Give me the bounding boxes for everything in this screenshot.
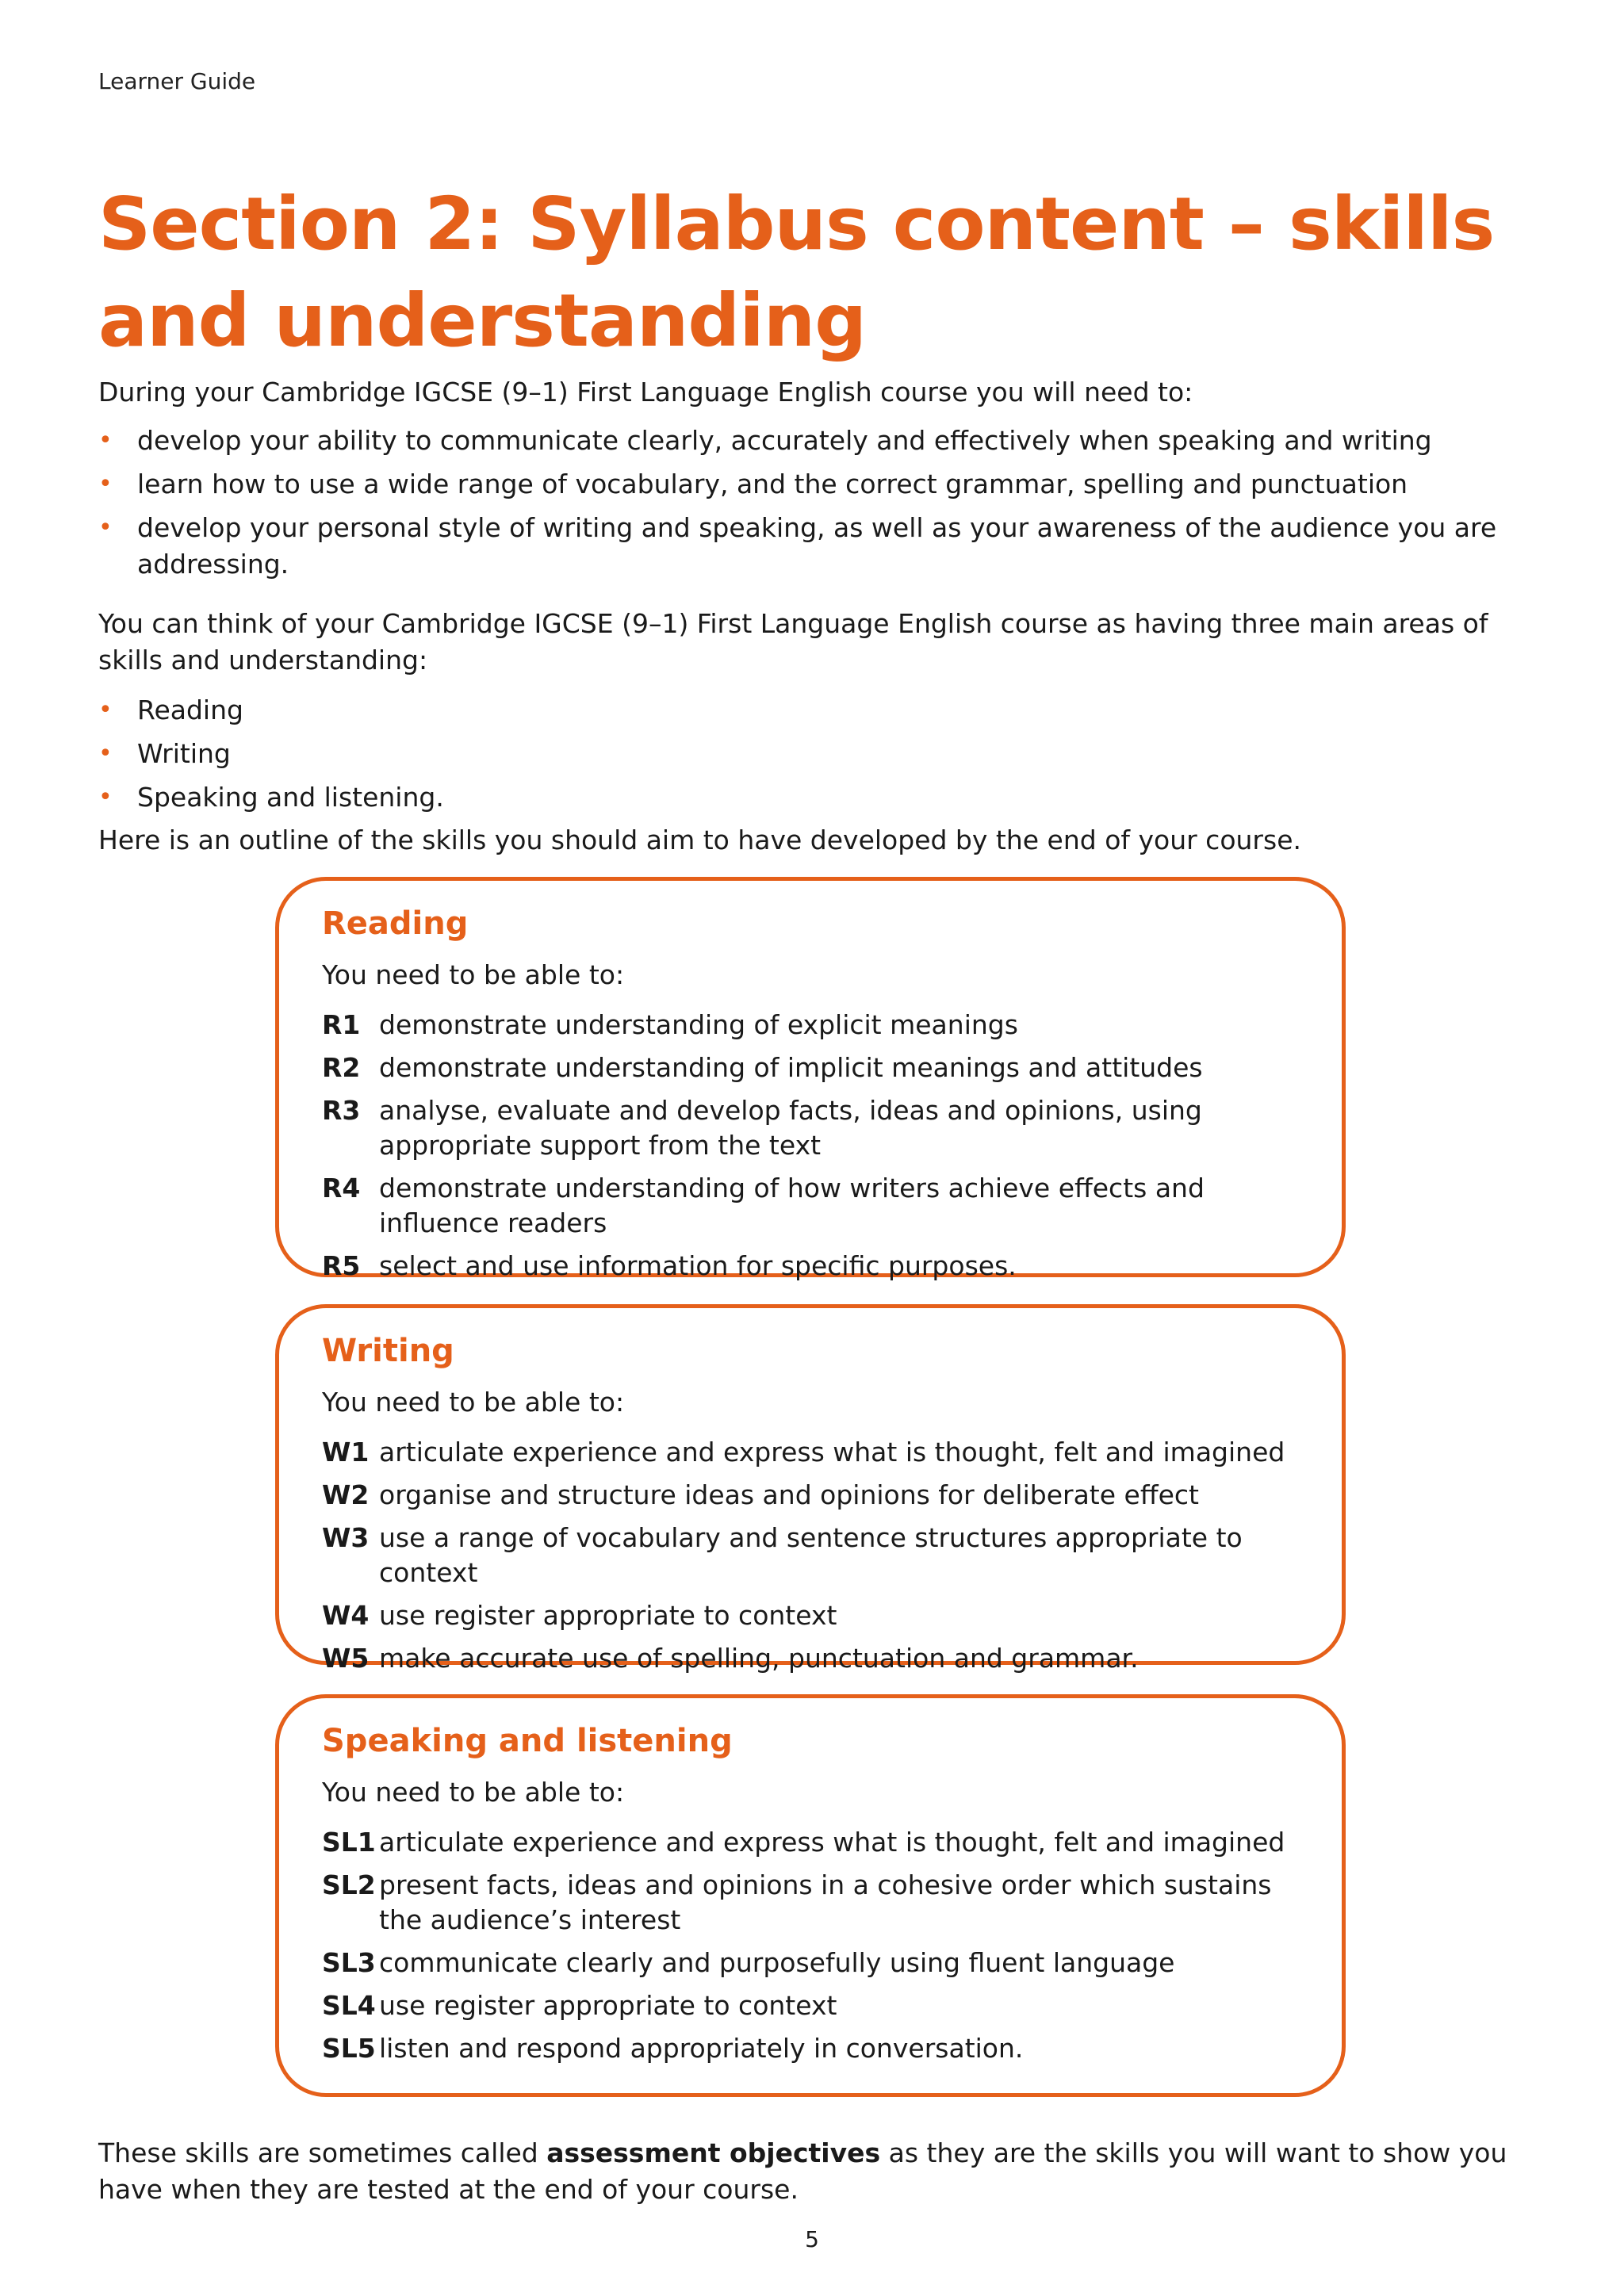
objective-text: analyse, evaluate and develop facts, ideas and opinions, using appropriate support from the text xyxy=(379,1095,1202,1161)
list-item: • Reading xyxy=(98,692,1526,729)
objective-code: R1 xyxy=(322,1009,361,1040)
reading-box xyxy=(275,877,1346,1281)
bullet-icon: • xyxy=(98,470,113,498)
objective-row xyxy=(322,1598,1302,1633)
intro-bullet-list xyxy=(98,423,1526,590)
objective-text: listen and respond appropriately in conversation. xyxy=(379,2033,1024,2064)
areas-bullet-list xyxy=(98,692,1526,823)
list-item: • develop your personal style of writing and speaking, as well as your awareness of the audience you are addressing. xyxy=(98,510,1526,583)
objective-code: W1 xyxy=(322,1437,370,1468)
objective-row xyxy=(322,2031,1302,2066)
assessment-objectives-term: assessment objectives xyxy=(546,2137,881,2168)
outline-text: Here is an outline of the skills you should aim to have developed by the end of your course. xyxy=(98,825,1301,855)
objective-row xyxy=(322,1008,1302,1043)
objective-text: articulate experience and express what is thought, felt and imagined xyxy=(379,1437,1285,1468)
objective-row xyxy=(322,1521,1302,1590)
objective-row xyxy=(322,1171,1302,1241)
objective-text: use a range of vocabulary and sentence structures appropriate to context xyxy=(379,1522,1243,1588)
reading-intro: You need to be able to: xyxy=(322,959,625,990)
speaking-title: Speaking and listening xyxy=(322,1723,733,1759)
objective-code: W2 xyxy=(322,1479,370,1510)
objective-code: SL4 xyxy=(322,1990,376,2021)
running-header: Learner Guide xyxy=(98,68,256,94)
list-item: • learn how to use a wide range of vocabulary, and the correct grammar, spelling and punctuation xyxy=(98,466,1526,503)
objective-row xyxy=(322,1093,1302,1163)
writing-box xyxy=(275,1304,1346,1674)
objective-row xyxy=(322,1050,1302,1085)
objective-code: W4 xyxy=(322,1600,370,1631)
objective-row xyxy=(322,1988,1302,2023)
objective-text: demonstrate understanding of how writers achieve effects and influence readers xyxy=(379,1173,1205,1238)
objective-text: select and use information for specific purposes. xyxy=(379,1250,1017,1281)
bullet-icon: • xyxy=(98,696,113,724)
objective-row xyxy=(322,1641,1302,1676)
bullet-icon: • xyxy=(98,740,113,767)
objective-row xyxy=(322,1249,1302,1284)
objective-text: demonstrate understanding of explicit meanings xyxy=(379,1009,1018,1040)
page-number: 5 xyxy=(805,2226,819,2252)
objective-code: R4 xyxy=(322,1173,361,1203)
speaking-intro: You need to be able to: xyxy=(322,1777,625,1808)
objective-row xyxy=(322,1868,1302,1938)
objective-text: organise and structure ideas and opinions for deliberate effect xyxy=(379,1479,1199,1510)
objective-text: demonstrate understanding of implicit meanings and attitudes xyxy=(379,1052,1203,1083)
list-item: • develop your ability to communicate clearly, accurately and effectively when speaking and writing xyxy=(98,423,1526,459)
writing-intro: You need to be able to: xyxy=(322,1387,625,1418)
intro-lead: During your Cambridge IGCSE (9–1) First Language English course you will need to: xyxy=(98,377,1193,408)
objective-row xyxy=(322,1825,1302,1860)
objective-row xyxy=(322,1478,1302,1513)
bullet-icon: • xyxy=(98,783,113,811)
objective-text: present facts, ideas and opinions in a cohesive order which sustains the audience’s interest xyxy=(379,1869,1272,1935)
objective-text: make accurate use of spelling, punctuation and grammar. xyxy=(379,1643,1139,1674)
page-title: Section 2: Syllabus content – skills and understanding xyxy=(98,182,1495,363)
objective-code: W3 xyxy=(322,1522,370,1553)
list-item: • Speaking and listening. xyxy=(98,779,1526,816)
areas-lead: You can think of your Cambridge IGCSE (9–1) First Language English course as having three main areas of skills and understanding: xyxy=(98,608,1488,675)
objective-code: SL3 xyxy=(322,1947,376,1978)
speaking-listening-box xyxy=(275,1694,1346,2097)
bullet-icon: • xyxy=(98,427,113,454)
objective-code: SL1 xyxy=(322,1827,376,1858)
objective-code: SL2 xyxy=(322,1869,376,1900)
objective-code: R5 xyxy=(322,1250,361,1281)
objective-text: use register appropriate to context xyxy=(379,1990,837,2021)
objective-code: W5 xyxy=(322,1643,370,1674)
objective-row xyxy=(322,1946,1302,1980)
objective-text: articulate experience and express what is thought, felt and imagined xyxy=(379,1827,1285,1858)
list-item: • Writing xyxy=(98,736,1526,772)
objective-code: SL5 xyxy=(322,2033,376,2064)
objective-text: use register appropriate to context xyxy=(379,1600,837,1631)
reading-title: Reading xyxy=(322,905,469,942)
objective-code: R2 xyxy=(322,1052,361,1083)
objective-code: R3 xyxy=(322,1095,361,1126)
objective-row xyxy=(322,1435,1302,1470)
writing-title: Writing xyxy=(322,1333,454,1369)
closing-paragraph: These skills are sometimes called assessment objectives as they are the skills you will want to show you have when they are tested at the end of your course. xyxy=(98,2137,1507,2205)
bullet-icon: • xyxy=(98,514,113,541)
objective-text: communicate clearly and purposefully using fluent language xyxy=(379,1947,1175,1978)
